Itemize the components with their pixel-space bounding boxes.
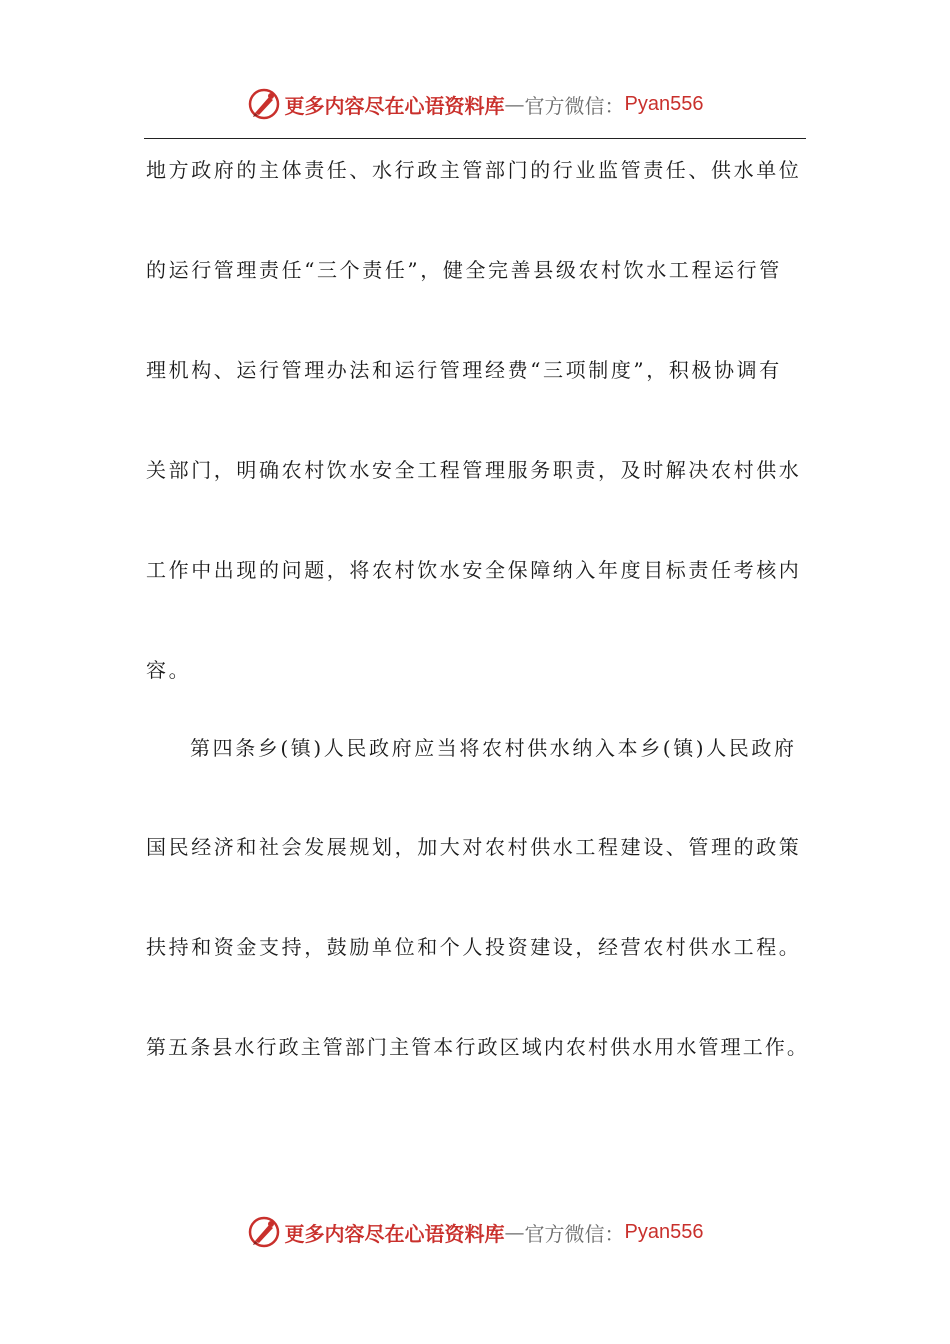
header-promo-text: 更多内容尽在心语资料库 <box>284 93 505 118</box>
header-wechat-id: Pyan556 <box>624 92 704 115</box>
footer-wechat-id: Pyan556 <box>624 1220 704 1243</box>
body-line-9: 扶持和资金支持，鼓励单位和个人投资建设，经营农村供水工程。 <box>146 935 802 959</box>
body-line-6: 容。 <box>146 658 192 682</box>
body-line-10: 第五条县水行政主管部门主管本行政区域内农村供水用水管理工作。 <box>146 1035 809 1059</box>
header-promo-label: 官方微信： <box>524 93 625 118</box>
footer-promo-label: 官方微信： <box>524 1221 625 1246</box>
header-divider <box>144 138 806 139</box>
footer-banner <box>0 1212 950 1252</box>
footer-promo-text: 更多内容尽在心语资料库 <box>284 1221 505 1246</box>
body-line-8: 国民经济和社会发展规划，加大对农村供水工程建设、管理的政策 <box>146 835 802 859</box>
body-line-4: 关部门，明确农村饮水安全工程管理服务职责，及时解决农村供水 <box>146 458 802 482</box>
pen-logo-icon <box>247 87 281 121</box>
body-line-2: 的运行管理责任“三个责任”，健全完善县级农村饮水工程运行管 <box>146 258 782 282</box>
header-banner <box>0 84 950 124</box>
header-promo-dash: — <box>504 92 525 116</box>
body-line-7: 第四条乡(镇)人民政府应当将农村供水纳入本乡(镇)人民政府 <box>190 736 797 760</box>
body-line-5: 工作中出现的问题，将农村饮水安全保障纳入年度目标责任考核内 <box>146 558 802 582</box>
pen-logo-icon <box>247 1215 281 1249</box>
footer-promo-dash: — <box>504 1220 525 1244</box>
body-line-1: 地方政府的主体责任、水行政主管部门的行业监管责任、供水单位 <box>146 158 802 182</box>
body-line-3: 理机构、运行管理办法和运行管理经费“三项制度”，积极协调有 <box>146 358 782 382</box>
